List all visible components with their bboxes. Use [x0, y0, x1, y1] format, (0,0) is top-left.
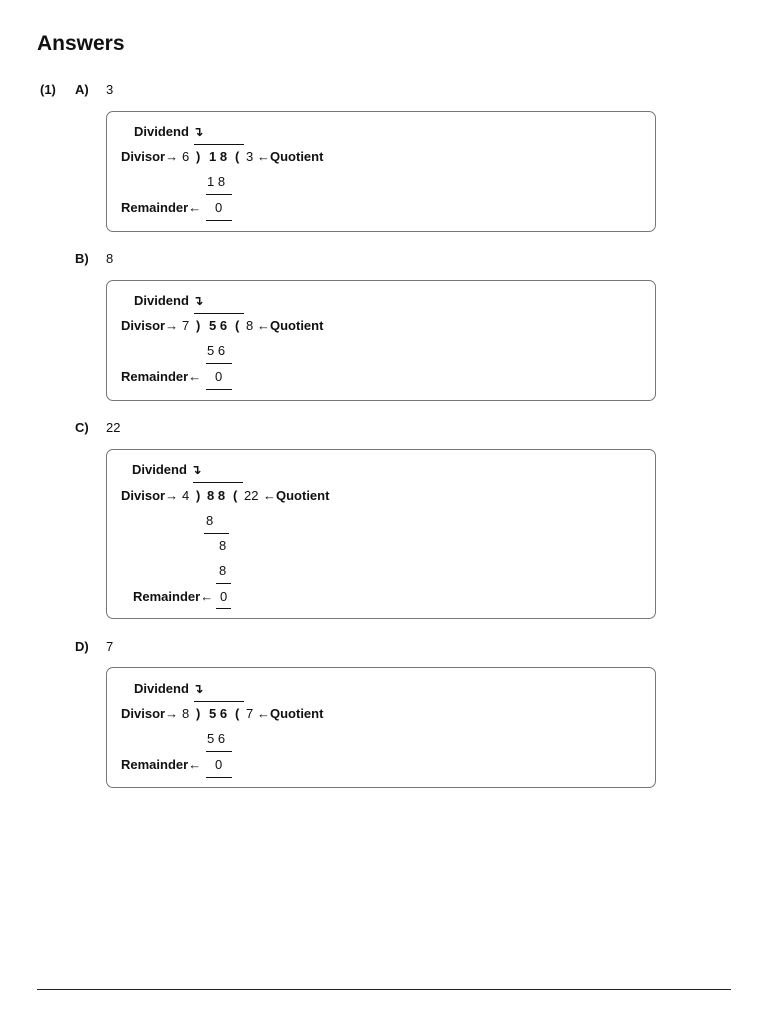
page-title: Answers — [37, 32, 125, 55]
subtraction-line — [206, 363, 232, 364]
part-answer: 7 — [106, 639, 114, 654]
dividend-value: 1 8 — [209, 149, 228, 164]
quotient-value: 22 — [244, 488, 259, 503]
division-bracket: ) — [196, 318, 201, 333]
dividend-overline — [194, 313, 244, 314]
divisor-label: Divisor→ — [121, 149, 179, 164]
part-answer: 22 — [106, 420, 121, 435]
remainder-label: Remainder← — [133, 589, 214, 604]
step-product: 5 6 — [207, 731, 226, 746]
division-box — [106, 667, 656, 788]
subtraction-line — [216, 583, 231, 584]
subtraction-line — [206, 751, 232, 752]
remainder-underline — [206, 220, 232, 221]
division-box — [106, 449, 656, 619]
quotient-label: ←Quotient — [257, 318, 324, 333]
remainder-value: 0 — [220, 589, 228, 604]
quotient-value: 8 — [246, 318, 254, 333]
remainder-label: Remainder← — [121, 200, 202, 215]
quotient-bracket: ( — [233, 488, 238, 503]
dividend-overline — [194, 701, 244, 702]
division-bracket: ) — [196, 706, 201, 721]
step1-product: 8 — [206, 513, 214, 528]
quotient-label: ←Quotient — [263, 488, 330, 503]
subtraction-line — [204, 533, 229, 534]
remainder-value: 0 — [215, 757, 223, 772]
dividend-label: Dividend ↴ — [134, 124, 204, 139]
quotient-bracket: ( — [235, 149, 240, 164]
remainder-underline — [206, 389, 232, 390]
dividend-overline — [194, 144, 244, 145]
step2-product: 8 — [219, 563, 227, 578]
subtraction-line — [206, 194, 232, 195]
divisor-label: Divisor→ — [121, 318, 179, 333]
division-bracket: ) — [196, 149, 201, 164]
quotient-value: 3 — [246, 149, 254, 164]
footer-divider — [37, 989, 731, 990]
remainder-underline — [216, 608, 231, 609]
remainder-value: 0 — [215, 200, 223, 215]
part-answer: 3 — [106, 82, 114, 97]
step-product: 1 8 — [207, 174, 226, 189]
remainder-label: Remainder← — [121, 369, 202, 384]
division-box — [106, 280, 656, 401]
dividend-label: Dividend ↴ — [134, 681, 204, 696]
divisor-value: 6 — [182, 149, 190, 164]
dividend-value: 5 6 — [209, 706, 228, 721]
divisor-value: 7 — [182, 318, 190, 333]
dividend-overline — [193, 482, 243, 483]
dividend-value: 5 6 — [209, 318, 228, 333]
dividend-label: Dividend ↴ — [134, 293, 204, 308]
remainder-value: 0 — [215, 369, 223, 384]
part-label: A) — [75, 82, 89, 97]
dividend-value: 8 8 — [207, 488, 226, 503]
divisor-label: Divisor→ — [121, 706, 179, 721]
divisor-value: 8 — [182, 706, 190, 721]
division-bracket: ) — [196, 488, 201, 503]
part-label: B) — [75, 251, 89, 266]
part-answer: 8 — [106, 251, 114, 266]
part-label: D) — [75, 639, 89, 654]
quotient-bracket: ( — [235, 706, 240, 721]
dividend-label: Dividend ↴ — [132, 462, 202, 477]
divisor-label: Divisor→ — [121, 488, 179, 503]
division-box — [106, 111, 656, 232]
quotient-label: ←Quotient — [257, 149, 324, 164]
quotient-label: ←Quotient — [257, 706, 324, 721]
divisor-value: 4 — [182, 488, 190, 503]
remainder-underline — [206, 777, 232, 778]
quotient-value: 7 — [246, 706, 254, 721]
remainder-label: Remainder← — [121, 757, 202, 772]
quotient-bracket: ( — [235, 318, 240, 333]
part-label: C) — [75, 420, 89, 435]
step-product: 5 6 — [207, 343, 226, 358]
question-number: (1) — [40, 82, 56, 97]
step1-bring-down: 8 — [219, 538, 227, 553]
